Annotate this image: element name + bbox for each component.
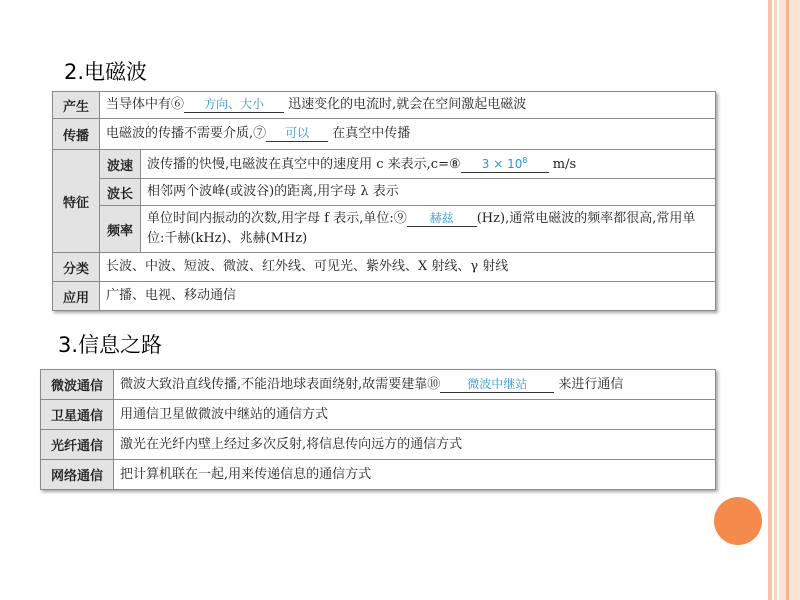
row-label: 微波通信 [41,370,114,400]
row-content [100,119,716,150]
decor-circle [714,497,762,545]
information-road-table [40,369,716,490]
decor-stripe [774,0,777,600]
table-row-fiber [41,430,716,460]
answer-blank: 可以 [266,125,328,142]
row-content [141,206,716,253]
row-label: 产生 [53,92,100,119]
row-content [114,370,716,400]
row-label: 应用 [53,282,100,311]
sub-label: 波速 [100,150,141,179]
row-content [141,150,716,179]
answer-blank: 方向、大小 [184,96,284,113]
text-segment: m/s [552,157,577,172]
row-label: 分类 [53,253,100,282]
row-content: 相邻两个波峰(或波谷)的距离,用字母 λ 表示 [141,179,716,206]
row-content: 激光在光纤内壁上经过多次反射,将信息传向远方的通信方式 [114,430,716,460]
answer-base: 3 × 10 [481,157,523,171]
row-label: 传播 [53,119,100,150]
row-label: 网络通信 [41,460,114,490]
row-content [100,92,716,119]
decor-stripe [779,0,800,600]
table-row-wave-speed [53,150,716,179]
answer-exponent: 8 [522,156,528,165]
electromagnetic-wave-table [52,91,716,311]
sub-label: 波长 [100,179,141,206]
section-title-electromagnetic-wave: 2.电磁波 [64,60,148,84]
text-segment: 电磁波的传播不需要介质,⑦ [106,126,267,141]
row-label: 卫星通信 [41,400,114,430]
table-row-apply [53,282,716,311]
text-segment: (Hz),通常电磁波的频率都很高,常用单位:千赫(kHz)、兆赫(MHz) [147,211,696,246]
table-row-classify [53,253,716,282]
table-row-propagate [53,119,716,150]
table-row-wavelength [53,179,716,206]
answer-blank [461,153,549,173]
row-content: 把计算机联在一起,用来传递信息的通信方式 [114,460,716,490]
row-content: 广播、电视、移动通信 [100,282,716,311]
text-segment: 单位时间内振动的次数,用字母 f 表示,单位:⑨ [147,211,407,226]
text-segment: 来进行通信 [558,376,624,392]
row-label: 光纤通信 [41,430,114,460]
table-row-satellite [41,400,716,430]
section-title-information-road: 3.信息之路 [58,333,163,357]
row-content: 长波、中波、短波、微波、红外线、可见光、紫外线、X 射线、γ 射线 [100,253,716,282]
row-label: 特征 [53,150,100,253]
text-segment: 迅速变化的电流时,就会在空间激起电磁波 [288,97,527,112]
table-row-frequency [53,206,716,253]
table-row-microwave [41,370,716,400]
decor-stripe [768,0,772,600]
decor-stripe [786,0,789,600]
answer-blank: 赫兹 [407,210,477,227]
text-segment: 当导体中有⑥ [106,97,185,112]
text-segment: 波传播的快慢,电磁波在真空中的速度用 c 来表示,c=⑧ [147,157,461,172]
sub-label: 频率 [100,206,141,253]
text-segment: 微波大致沿直线传播,不能沿地球表面绕射,故需要建靠⑩ [120,376,441,392]
answer-blank: 微波中继站 [440,376,554,393]
table-row-network [41,460,716,490]
text-segment: 在真空中传播 [332,126,411,141]
row-content: 用通信卫星做微波中继站的通信方式 [114,400,716,430]
table-row-produce [53,92,716,119]
